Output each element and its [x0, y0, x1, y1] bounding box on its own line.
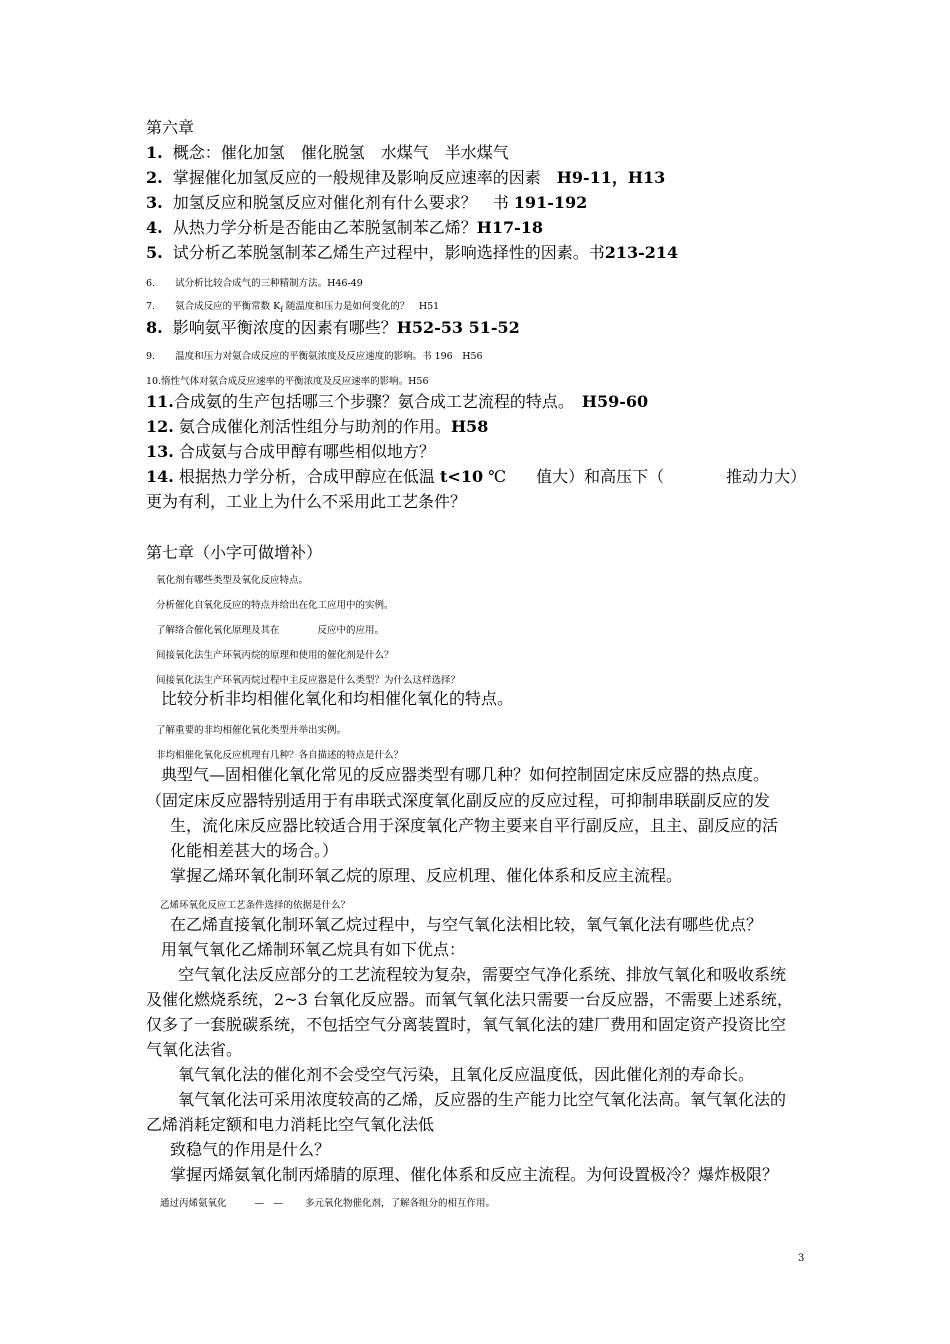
- ch7-p3a: 氧气氧化法可采用浓度较高的乙烯，反应器的生产能力比空气氧化法高。氧气氧化法的: [178, 1090, 787, 1109]
- ch6-q1: 1. 概念：催化加氢 催化脱氢 水煤气 半水煤气: [146, 143, 509, 162]
- ch6-q4: 4. 从热力学分析是否能由乙苯脱氢制苯乙烯？H17-18: [146, 218, 544, 237]
- ch7-b3b: 生，流化床反应器比较适合用于深度氧化产物主要来自平行副反应，且主、副反应的活: [170, 816, 779, 835]
- ch7-s8: 乙烯环氧化反应工艺条件选择的依据是什么？: [160, 900, 351, 911]
- ch7-s3: 了解络合催化氧化原理及其在 反应中的应用。: [156, 625, 385, 636]
- ch6-q11: 11.合成氨的生产包括哪三个步骤？氨合成工艺流程的特点。 H59-60: [146, 392, 649, 411]
- ch7-s2: 分析催化自氧化反应的特点并给出在化工应用中的实例。: [156, 600, 394, 611]
- ch7-p2: 氧气氧化法的催化剂不会受空气污染，且氧化反应温度低，因此催化剂的寿命长。: [178, 1065, 755, 1084]
- ch6-q5: 5. 试分析乙苯脱氢制苯乙烯生产过程中，影响选择性的因素。书213-214: [146, 243, 679, 262]
- chapter6-title: 第六章: [146, 118, 195, 137]
- ch7-b2: 典型气—固相催化氧化常见的反应器类型有哪几种？如何控制固定床反应器的热点度。: [161, 765, 770, 784]
- ch7-b3c: 化能相差甚大的场合。）: [170, 841, 339, 860]
- ch6-q8: 8. 影响氨平衡浓度的因素有哪些？H52-53 51-52: [146, 318, 520, 337]
- ch7-s9: 通过丙烯氨氧化 — — 多元氧化物催化剂，了解各组分的相互作用。: [160, 1198, 496, 1209]
- ch7-p1a: 空气氧化法反应部分的工艺流程较为复杂，需要空气净化系统、排放气氧化和吸收系统: [178, 965, 787, 984]
- ch7-s1: 氧化剂有哪些类型及氧化反应特点。: [156, 575, 309, 586]
- ch7-p3b: 乙烯消耗定额和电力消耗比空气氧化法低: [146, 1115, 435, 1134]
- ch7-s6: 了解重要的非均相催化氧化类型并举出实例。: [156, 725, 347, 736]
- ch7-b1: 比较分析非均相催化氧化和均相催化氧化的特点。: [161, 689, 514, 708]
- ch7-b7: 致稳气的作用是什么？: [170, 1140, 331, 1159]
- ch6-q9: 9. 温度和压力对氨合成反应的平衡氨浓度及反应速度的影响。书 196 H56: [146, 351, 483, 362]
- chapter7-title: 第七章（小字可做增补）: [146, 543, 323, 562]
- ch7-s4: 间接氧化法生产环氧丙烷的原理和使用的催化剂是什么？: [156, 650, 394, 661]
- ch7-b3a: （固定床反应器特别适用于有串联式深度氧化副反应的反应过程，可抑制串联副反应的发: [146, 791, 771, 810]
- ch6-q14-line2: 更为有利，工业上为什么不采用此工艺条件？: [146, 492, 467, 511]
- ch6-q14: 14. 根据热力学分析，合成甲醇应在低温 t<10 ℃ 值大）和高压下（ 推动力大）: [146, 467, 807, 486]
- ch7-p1c: 仅多了一套脱碳系统，不包括空气分离装置时，氧气氧化法的建厂费用和固定资产投资比空: [146, 1015, 787, 1034]
- page-number: 3: [798, 1253, 805, 1264]
- ch7-s7: 非均相催化氧化反应机理有几种？各自描述的特点是什么？: [156, 750, 404, 761]
- ch6-q12: 12. 氨合成催化剂活性组分与助剂的作用。H58: [146, 417, 489, 436]
- ch6-q2: 2. 掌握催化加氢反应的一般规律及影响反应速率的因素 H9-11，H13: [146, 168, 666, 187]
- ch7-s5: 间接氧化法生产环氧丙烷过程中主反应器是什么类型？为什么这样选择？: [156, 675, 461, 686]
- ch7-p1d: 气氧化法省。: [146, 1040, 243, 1059]
- ch7-b4: 掌握乙烯环氧化制环氧乙烷的原理、反应机理、催化体系和反应主流程。: [170, 866, 683, 885]
- ch6-q3: 3. 加氢反应和脱氢反应对催化剂有什么要求？ 书 191-192: [146, 193, 588, 212]
- ch6-q7: 7. 氨合成反应的平衡常数 $K_f$ 随温度和压力是如何变化的？ H51: [146, 301, 440, 314]
- ch6-q10: 10.惰性气体对氨合成反应速率的平衡浓度及反应速率的影响。H56: [146, 376, 429, 387]
- ch7-p1b: 及催化燃烧系统，2~3 台氧化反应器。而氧气氧化法只需要一台反应器，不需要上述系统，: [146, 990, 793, 1009]
- ch6-q6: 6. 试分析比较合成气的三种精制方法。H46-49: [146, 278, 363, 289]
- ch6-q13: 13. 合成氨与合成甲醇有哪些相似地方？: [146, 442, 435, 461]
- ch7-b6: 用氧气氧化乙烯制环氧乙烷具有如下优点：: [161, 940, 466, 959]
- ch7-b8: 掌握丙烯氨氧化制丙烯腈的原理、催化体系和反应主流程。为何设置极冷？爆炸极限？: [170, 1165, 779, 1184]
- ch7-b5: 在乙烯直接氧化制环氧乙烷过程中，与空气氧化法相比较，氧气氧化法有哪些优点？: [170, 915, 763, 934]
